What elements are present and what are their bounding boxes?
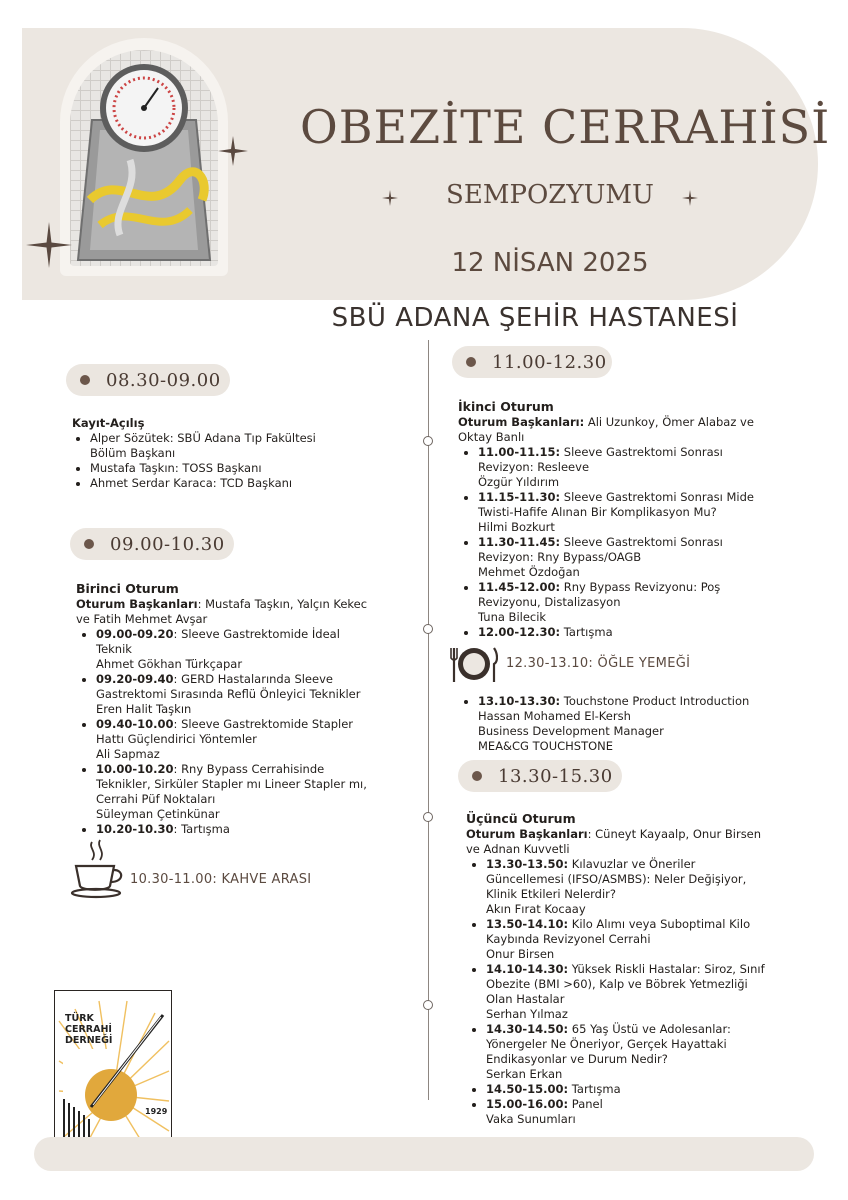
footer-bar xyxy=(34,1137,814,1171)
time-pill-0830 xyxy=(66,364,230,396)
session-heading: İkinci Oturum xyxy=(458,399,554,414)
plate-cutlery-icon xyxy=(450,644,498,684)
speaker-name: Serhan Yılmaz xyxy=(486,1007,568,1021)
logo-text: TÜRK xyxy=(65,1013,94,1024)
talk-item: • 11.45-12.00: Rny Bypass Revizyonu: Poş Revizyonu, Distalizasyon Tuna Bilecik xyxy=(478,580,770,625)
bullet-dot-icon xyxy=(84,539,94,549)
speaker-name: Serkan Erkan xyxy=(486,1067,563,1081)
turk-cerrahi-dernegi-logo xyxy=(54,990,172,1148)
bullet-dot-icon xyxy=(466,357,476,367)
talk-item: • 09.00-09.20: Sleeve Gastrektomide İdeal Teknik Ahmet Gökhan Türkçapar xyxy=(96,627,376,672)
session-third xyxy=(466,810,766,1127)
page-title: OBEZİTE CERRAHİSİ xyxy=(300,100,831,154)
talk-item: • 14.10-14.30: Yüksek Riskli Hastalar: Siroz, Sınıf Obezite (BMI >60), Kalp ve Böbrek Yetmezliği Olan Hastalar Serhan Yılmaz xyxy=(486,962,766,1022)
chairs-label: Oturum Başkanları: xyxy=(458,415,585,429)
list-item: • Mustafa Taşkın: TOSS Başkanı xyxy=(90,461,392,476)
talk-item: • 14.30-14.50: 65 Yaş Üstü ve Adolesanlar: Yönergeler Ne Öneriyor, Gerçek Hayattaki Endikasyonlar ve Durum Nedir? Serkan Erkan xyxy=(486,1022,766,1082)
sparkle-icon xyxy=(218,136,248,166)
page-subtitle: SEMPOZYUMU xyxy=(446,180,654,210)
talk-item: • 11.30-11.45: Sleeve Gastrektomi Sonrası Revizyon: Rny Bypass/OAGB Mehmet Özdoğan xyxy=(478,535,770,580)
time-pill-1100 xyxy=(452,346,612,378)
speaker-name: Hilmi Bozkurt xyxy=(478,520,555,534)
speaker-name: Akın Fırat Kocaay xyxy=(486,902,586,916)
chairs-label: Oturum Başkanları xyxy=(466,827,588,841)
bullet-dot-icon xyxy=(472,771,482,781)
chairs-names: : Mustafa Taşkın, Yalçın Kekec ve Fatih Mehmet Avşar xyxy=(76,597,368,626)
session-first xyxy=(76,580,376,837)
talk-item: • 13.30-13.50: Kılavuzlar ve Öneriler Güncellemesi (IFSO/ASMBS): Neler Değişiyor, Klinik Etkileri Nelerdir? Akın Fırat Kocaay xyxy=(486,857,766,917)
speaker-name: Süleyman Çetinkünar xyxy=(96,807,220,821)
speaker-name: Mehmet Özdoğan xyxy=(478,565,580,579)
speaker-name: Tuna Bilecik xyxy=(478,610,547,624)
talk-item: • 13.10-13.30: Touchstone Product Introduction Hassan Mohamed El-Kersh Business Development Manager MEA&CG TOUCHSTONE xyxy=(478,694,768,754)
talk-item: • 15.00-16.00: Panel Vaka Sunumları xyxy=(486,1097,766,1127)
time-label: 13.30-15.30 xyxy=(498,765,613,787)
chairs-names: Ali Uzunkoy, Ömer Alabaz ve Oktay Banlı xyxy=(458,415,754,444)
bathroom-scale-icon xyxy=(70,50,218,266)
session-heading: Kayıt-Açılış xyxy=(72,416,145,430)
session-opening xyxy=(72,416,392,491)
talk-item: • 10.00-10.20: Rny Bypass Cerrahisinde Teknikler, Sirküler Stapler mı Lineer Stapler mı, Cerrahi Püf Noktaları Süleyman Çetinkünar xyxy=(96,762,376,822)
speaker-name: Vaka Sunumları xyxy=(486,1112,576,1126)
chairs-label: Oturum Başkanları xyxy=(76,597,198,611)
timeline-marker xyxy=(423,812,433,822)
session-heading: Üçüncü Oturum xyxy=(466,811,576,826)
list-item: • Ahmet Serdar Karaca: TCD Başkanı xyxy=(90,476,392,491)
talk-item: • 11.15-11.30: Sleeve Gastrektomi Sonrası Mide Twisti-Hafife Alınan Bir Komplikasyon Mu? Hilmi Bozkurt xyxy=(478,490,770,535)
list-item: • Alper Sözütek: SBÜ Adana Tıp Fakültesi Bölüm Başkanı xyxy=(90,431,355,461)
talk-item: • 10.20-10.30: Tartışma xyxy=(96,822,376,837)
time-label: 11.00-12.30 xyxy=(492,351,607,373)
scale-photo xyxy=(70,50,218,266)
talk-item: • 13.50-14.10: Kilo Alımı veya Suboptimal Kilo Kaybında Revizyonel Cerrahi Onur Birsen xyxy=(486,917,766,962)
time-label: 08.30-09.00 xyxy=(106,369,221,391)
event-venue: SBÜ ADANA ŞEHİR HASTANESİ xyxy=(331,303,739,333)
timeline-marker xyxy=(423,436,433,446)
event-date: 12 NİSAN 2025 xyxy=(451,248,649,278)
speaker-name: Ali Sapmaz xyxy=(96,747,160,761)
time-label: 09.00-10.30 xyxy=(110,533,225,555)
time-pill-1330 xyxy=(458,760,622,792)
speaker-name: Özgür Yıldırım xyxy=(478,475,560,489)
talk-item: • 11.00-11.15: Sleeve Gastrektomi Sonrası Revizyon: Resleeve Özgür Yıldırım xyxy=(478,445,770,490)
speaker-name: Onur Birsen xyxy=(486,947,555,961)
timeline-line xyxy=(428,340,429,1100)
talk-item: • 09.40-10.00: Sleeve Gastrektomide Stapler Hattı Güçlendirici Yöntemler Ali Sapmaz xyxy=(96,717,376,762)
timeline-marker xyxy=(423,624,433,634)
session-heading: Birinci Oturum xyxy=(76,581,179,596)
coffee-cup-icon xyxy=(70,838,124,900)
talk-item: • 09.20-09.40: GERD Hastalarında Sleeve Gastrektomi Sırasında Reflü Önleyici Teknikler Eren Halit Taşkın xyxy=(96,672,376,717)
coffee-break-label: 10.30-11.00: KAHVE ARASI xyxy=(130,872,312,887)
talk-item: • 12.00-12.30: Tartışma xyxy=(478,625,770,640)
lunch-break-label: 12.30-13.10: ÖĞLE YEMEĞİ xyxy=(506,656,691,671)
talk-item: • 14.50-15.00: Tartışma xyxy=(486,1082,766,1097)
session-second xyxy=(458,398,770,640)
speaker-name: Eren Halit Taşkın xyxy=(96,702,192,716)
presenter-line: Business Development Manager xyxy=(478,724,664,738)
timeline-marker xyxy=(423,1000,433,1010)
logo-text: DERNEĞİ xyxy=(65,1035,113,1046)
time-pill-0900 xyxy=(70,528,234,560)
logo-year: 1929 xyxy=(145,1107,168,1116)
bullet-dot-icon xyxy=(80,375,90,385)
chairs-names: : Cüneyt Kayaalp, Onur Birsen ve Adnan Kuvvetli xyxy=(466,827,762,856)
presenter-line: Hassan Mohamed El-Kersh xyxy=(478,709,631,723)
speaker-name: Ahmet Gökhan Türkçapar xyxy=(96,657,243,671)
logo-text: CERRAHİ xyxy=(65,1024,112,1035)
presenter-line: MEA&CG TOUCHSTONE xyxy=(478,739,614,753)
sparkle-icon xyxy=(26,222,72,268)
product-intro xyxy=(458,694,768,754)
